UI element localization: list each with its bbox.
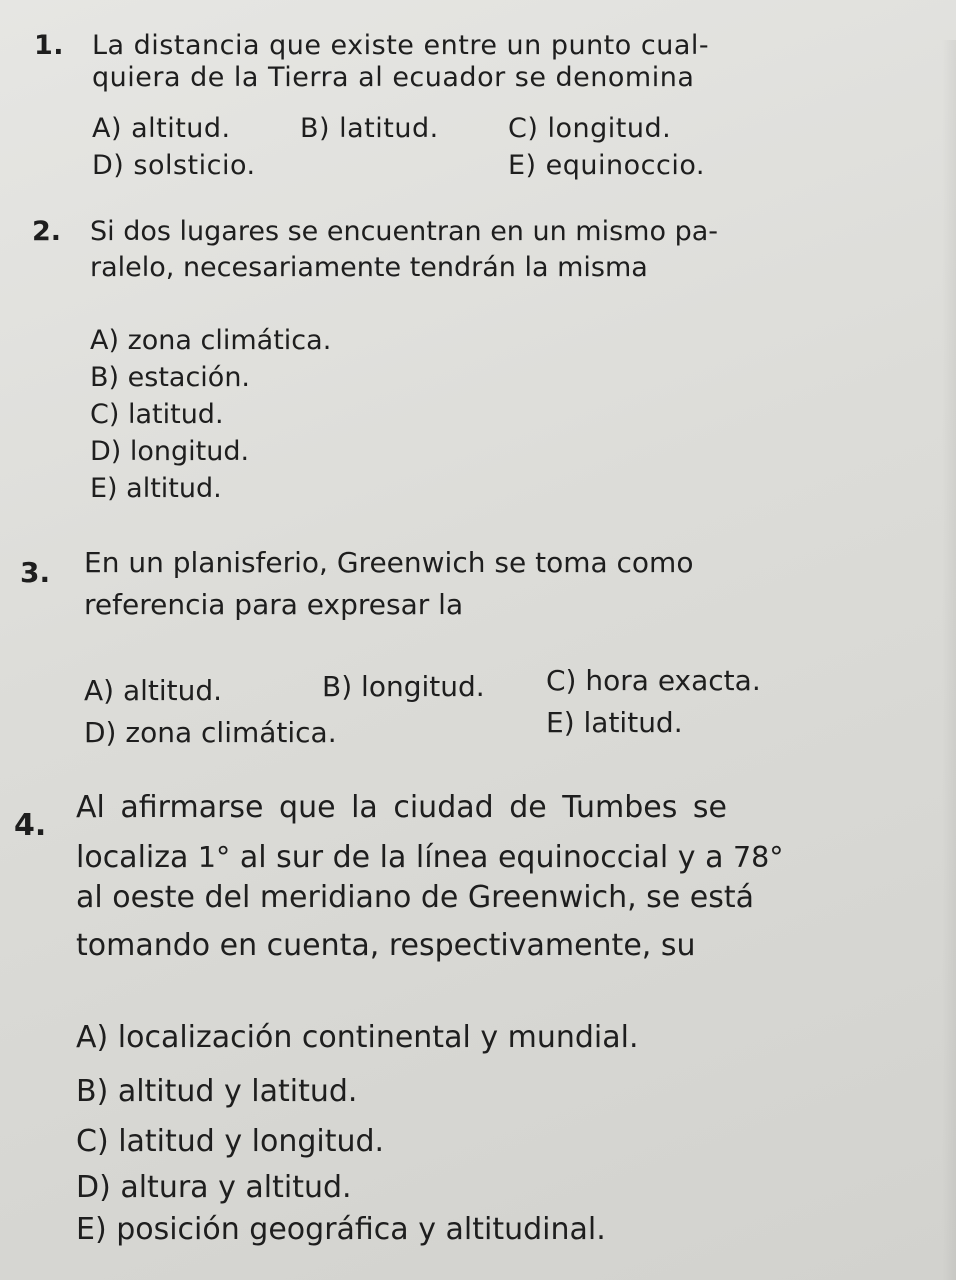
question-text-line: referencia para expresar la bbox=[84, 588, 464, 621]
question-number: 2. bbox=[32, 216, 62, 247]
option-d: D) zona climática. bbox=[84, 716, 337, 749]
question-text-line: ralelo, necesariamente tendrán la misma bbox=[90, 252, 648, 283]
question-text-line bbox=[76, 840, 784, 875]
option-b: B) estación. bbox=[90, 362, 251, 393]
option-e: E) latitud. bbox=[546, 706, 683, 739]
option-b: B) altitud y latitud. bbox=[76, 1074, 358, 1109]
question-number: 3. bbox=[20, 556, 51, 589]
option-c: C) longitud. bbox=[508, 113, 672, 144]
option-c: C) latitud y longitud. bbox=[76, 1124, 385, 1159]
option-d: D) altura y altitud. bbox=[76, 1170, 352, 1205]
page-edge-shadow bbox=[942, 40, 956, 1280]
question-text-line: La distancia que existe entre un punto cual- bbox=[92, 30, 710, 61]
option-a: A) zona climática. bbox=[90, 325, 332, 356]
option-e: E) posición geográfica y altitudinal. bbox=[76, 1212, 606, 1247]
option-a: A) altitud. bbox=[84, 674, 223, 707]
question-text-line: quiera de la Tierra al ecuador se denomina bbox=[92, 62, 695, 93]
option-d: D) longitud. bbox=[90, 436, 250, 467]
option-a: A) altitud. bbox=[92, 113, 231, 144]
question-number: 4. bbox=[14, 808, 47, 843]
question-number: 1. bbox=[34, 30, 65, 61]
degree-value: 78° bbox=[733, 841, 784, 874]
question-text-line: Al afirmarse que la ciudad de Tumbes se bbox=[76, 790, 727, 825]
option-e: E) equinoccio. bbox=[508, 150, 705, 181]
option-b: B) longitud. bbox=[322, 670, 485, 703]
option-a: A) localización continental y mundial. bbox=[76, 1020, 639, 1055]
option-e: E) altitud. bbox=[90, 473, 222, 504]
option-b: B) latitud. bbox=[300, 113, 439, 144]
degree-value: 1° bbox=[197, 841, 231, 874]
question-text-line: En un planisferio, Greenwich se toma como bbox=[84, 546, 694, 579]
text-segment: localiza bbox=[76, 840, 189, 875]
question-text-line: Si dos lugares se encuentran en un mismo pa- bbox=[90, 216, 719, 247]
option-c: C) latitud. bbox=[90, 399, 224, 430]
text-segment: al sur de la línea equinoccial y a bbox=[239, 840, 724, 875]
option-d: D) solsticio. bbox=[92, 150, 256, 181]
question-text-line: tomando en cuenta, respectivamente, su bbox=[76, 928, 696, 963]
question-text-line: al oeste del meridiano de Greenwich, se está bbox=[76, 880, 755, 915]
option-c: C) hora exacta. bbox=[546, 664, 761, 697]
